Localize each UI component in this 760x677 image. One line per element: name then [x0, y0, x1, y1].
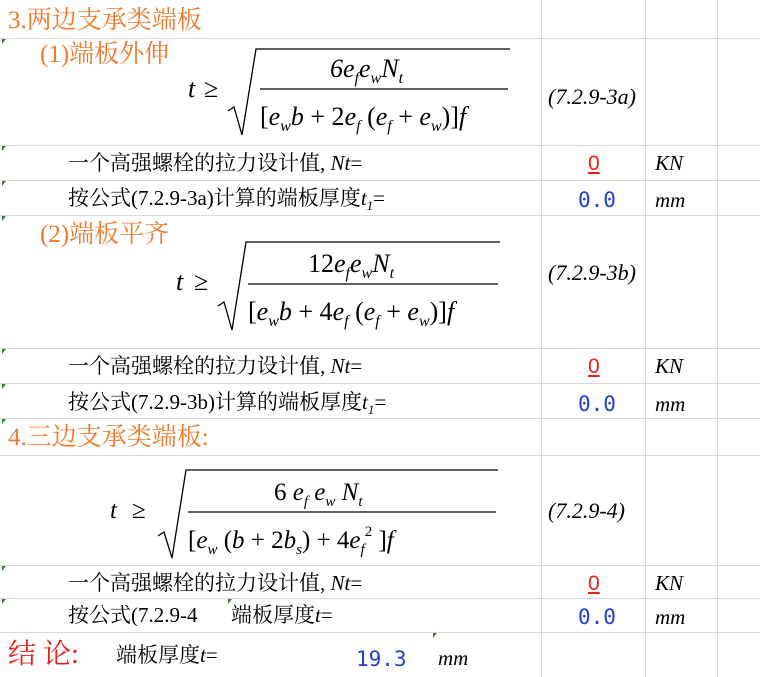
grid-line [541, 0, 542, 677]
nt-unit: KN [655, 571, 684, 595]
conclusion-value[interactable]: 19.3 [356, 647, 407, 671]
svg-text:≥: ≥ [132, 497, 146, 524]
grid-line [0, 145, 760, 146]
svg-text:≥: ≥ [204, 74, 219, 103]
grid-line [0, 348, 760, 349]
formula-7-2-9-4 [106, 462, 506, 562]
comment-indicator [2, 384, 6, 389]
row-label-thickness: 按公式(7.2.9-3b)计算的端板厚度$t_1=$ [68, 390, 387, 418]
formula-7-2-9-3a [180, 45, 520, 140]
row-label-thickness: 按公式(7.2.9-3a)计算的端板厚度$t_1=$ [68, 186, 385, 214]
comment-indicator [2, 181, 6, 186]
comment-indicator [433, 633, 437, 638]
thickness-unit: mm [655, 188, 686, 212]
nt-value[interactable]: 0 [588, 152, 600, 175]
comment-indicator [2, 39, 6, 44]
row-label-nt: 一个高强螺栓的拉力设计值, Nt= [68, 354, 363, 378]
svg-text:6 ef ew Nt: 6 $e_f$ $e_w$ $N_t$ [274, 479, 363, 510]
svg-text:≥: ≥ [194, 267, 209, 296]
row-label-nt: 一个高强螺栓的拉力设计值, Nt= [68, 571, 363, 595]
comment-indicator [2, 216, 6, 221]
conclusion-label: 结 论: [8, 639, 79, 670]
equation-number-3b: (7.2.9-3b) [548, 260, 636, 285]
grid-line [0, 418, 760, 419]
grid-line [0, 38, 760, 39]
grid-line [0, 383, 760, 384]
grid-line [645, 0, 646, 677]
row-label-nt: 一个高强螺栓的拉力设计值, Nt= [68, 151, 363, 175]
svg-text:12efewNt: $12e_fe_wN_t$ [308, 249, 395, 282]
comment-indicator [2, 566, 6, 571]
comment-indicator [2, 146, 6, 151]
grid-line [0, 455, 760, 456]
grid-line [0, 632, 760, 633]
row-label-thickness-truncated: 按公式(7.2.9-4 [68, 605, 198, 626]
nt-unit: KN [655, 151, 684, 175]
svg-text:t: t [188, 74, 196, 103]
grid-line [0, 598, 760, 599]
grid-line [0, 180, 760, 181]
thickness-value[interactable]: 0.0 [578, 605, 616, 629]
svg-text:t: t [110, 497, 117, 524]
conclusion-text: 端板厚度t= [116, 643, 218, 667]
conclusion-unit: mm [438, 646, 469, 670]
nt-value[interactable]: 0 [588, 572, 600, 595]
svg-text:6efewNt: $6e_fe_wN_t$ [330, 54, 404, 87]
svg-text:t: t [176, 267, 184, 296]
thickness-unit: mm [655, 605, 686, 629]
section3-title: 3.两边支承类端板 [8, 7, 202, 34]
comment-indicator [2, 419, 6, 424]
comment-indicator [2, 599, 6, 604]
nt-unit: KN [655, 354, 684, 378]
nt-value[interactable]: 0 [588, 355, 600, 378]
thickness-value[interactable]: 0.0 [578, 392, 616, 416]
grid-line [0, 565, 760, 566]
comment-indicator [2, 349, 6, 354]
grid-line [0, 215, 760, 216]
section4-title: 4.三边支承类端板: [8, 424, 209, 451]
svg-text:[ewb + 4ef (ef + ew)]f: [$e_wb + 4e_f$ $(e_f + e_w)]f$ [248, 297, 455, 330]
equation-number-3a: (7.2.9-3a) [548, 84, 636, 109]
thickness-unit: mm [655, 392, 686, 416]
thickness-value[interactable]: 0.0 [578, 188, 616, 212]
case1-title: (1)端板外伸 [40, 41, 170, 68]
formula-7-2-9-3b [168, 236, 513, 336]
grid-line [717, 0, 718, 677]
case2-title: (2)端板平齐 [40, 221, 170, 248]
svg-text:[ewb + 2ef (ef + ew)]f: [$e_wb + 2e_f$ $(e_f + e_w)]f$ [260, 102, 467, 135]
equation-number-4: (7.2.9-4) [548, 498, 625, 523]
row-label-thickness-tail: 端板厚度t= [231, 603, 333, 627]
svg-text:[ew (b + 2bs) + 4ef2 ]f: [$e_w$ $(b + 2b_s) + 4e_f^2$ ]f [188, 524, 394, 558]
